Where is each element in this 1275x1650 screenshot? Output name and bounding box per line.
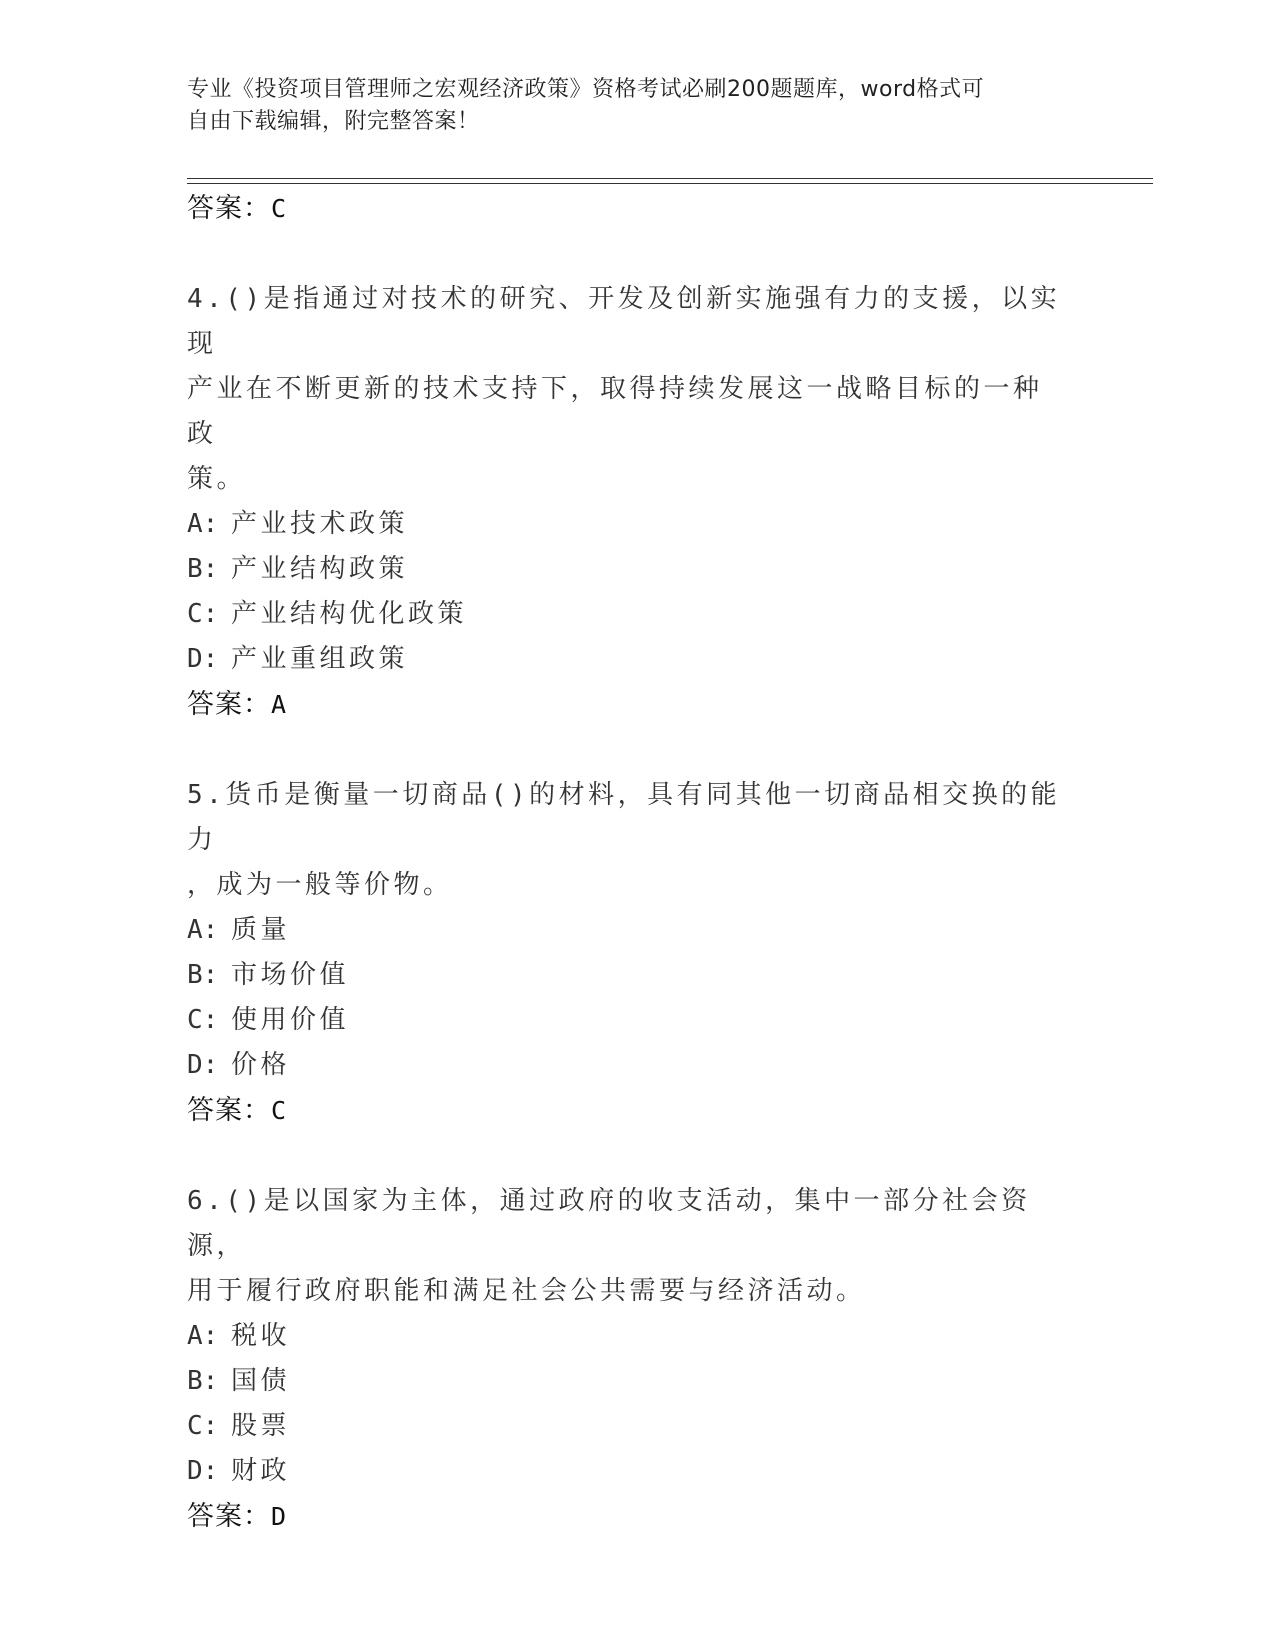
question-5-stem xyxy=(187,773,1067,908)
question-5-option-d xyxy=(187,1043,1067,1088)
answer-prefix: 答案： xyxy=(187,1095,271,1126)
option-label: B: xyxy=(187,554,219,584)
option-text: 税收 xyxy=(231,1321,291,1351)
option-text: 国债 xyxy=(231,1366,291,1396)
question-4-option-d xyxy=(187,637,1067,682)
option-text: 价格 xyxy=(231,1050,291,1080)
question-4-line-2: 产业在不断更新的技术支持下，取得持续发展这一战略目标的一种政 xyxy=(187,374,1043,449)
answer-letter: C xyxy=(271,194,288,223)
option-label: D: xyxy=(187,1456,219,1486)
previous-answer xyxy=(187,186,1067,232)
answer-prefix: 答案： xyxy=(187,1501,271,1532)
option-label: C: xyxy=(187,1005,219,1035)
question-4-line-3: 策。 xyxy=(187,464,247,494)
header-divider-top xyxy=(187,178,1153,179)
question-6-answer xyxy=(187,1494,1067,1540)
option-text: 股票 xyxy=(231,1411,291,1441)
question-4-answer xyxy=(187,682,1067,728)
header-divider-bottom xyxy=(187,183,1153,184)
option-text: 产业结构优化政策 xyxy=(231,599,468,629)
question-5-option-b xyxy=(187,953,1067,998)
answer-letter: A xyxy=(271,690,288,719)
option-label: D: xyxy=(187,1050,219,1080)
option-label: C: xyxy=(187,1411,219,1441)
question-4-option-a xyxy=(187,502,1067,547)
question-5-line-1: 5.货币是衡量一切商品()的材料，具有同其他一切商品相交换的能力 xyxy=(187,780,1061,855)
option-label: B: xyxy=(187,960,219,990)
question-5-option-a xyxy=(187,908,1067,953)
question-5-answer xyxy=(187,1088,1067,1134)
question-5-option-c xyxy=(187,998,1067,1043)
document-header xyxy=(187,74,1067,138)
option-label: D: xyxy=(187,644,219,674)
question-4-stem xyxy=(187,277,1067,502)
option-label: C: xyxy=(187,599,219,629)
option-text: 产业重组政策 xyxy=(231,644,409,674)
answer-letter: D xyxy=(271,1502,288,1531)
question-6-option-c xyxy=(187,1404,1067,1449)
question-6-stem xyxy=(187,1179,1067,1314)
option-text: 产业结构政策 xyxy=(231,554,409,584)
answer-letter: C xyxy=(271,1096,288,1125)
question-5-line-2: ，成为一般等价物。 xyxy=(187,870,453,900)
question-6-option-a xyxy=(187,1314,1067,1359)
question-list xyxy=(187,186,1067,1540)
option-text: 产业技术政策 xyxy=(231,509,409,539)
question-6-line-1: 6.()是以国家为主体，通过政府的收支活动，集中一部分社会资源， xyxy=(187,1186,1031,1261)
answer-prefix: 答案： xyxy=(187,193,271,224)
question-4-line-1: 4.()是指通过对技术的研究、开发及创新实施强有力的支援，以实现 xyxy=(187,284,1061,359)
option-label: B: xyxy=(187,1366,219,1396)
header-line-2: 自由下载编辑，附完整答案！ xyxy=(187,109,480,134)
option-label: A: xyxy=(187,915,219,945)
option-text: 质量 xyxy=(231,915,291,945)
question-6-option-b xyxy=(187,1359,1067,1404)
header-line-1: 专业《投资项目管理师之宏观经济政策》资格考试必刷200题题库，word格式可 xyxy=(187,77,985,102)
option-label: A: xyxy=(187,509,219,539)
option-text: 财政 xyxy=(231,1456,291,1486)
answer-prefix: 答案： xyxy=(187,689,271,720)
question-6-line-2: 用于履行政府职能和满足社会公共需要与经济活动。 xyxy=(187,1276,866,1306)
option-label: A: xyxy=(187,1321,219,1351)
question-4-option-b xyxy=(187,547,1067,592)
option-text: 市场价值 xyxy=(231,960,350,990)
question-4-option-c xyxy=(187,592,1067,637)
option-text: 使用价值 xyxy=(231,1005,350,1035)
question-6-option-d xyxy=(187,1449,1067,1494)
